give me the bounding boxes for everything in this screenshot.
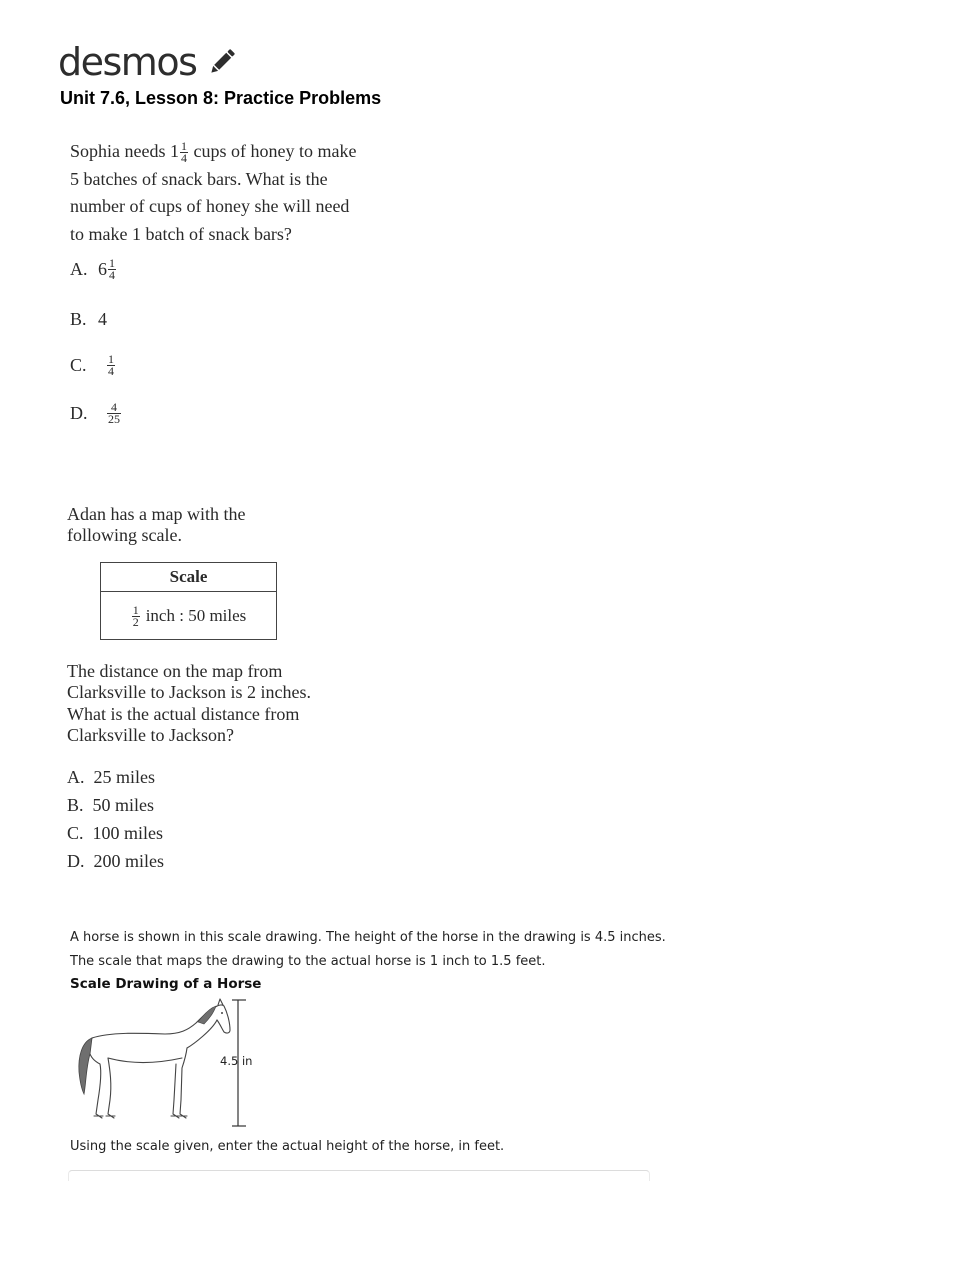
fraction-numerator: 4 (107, 402, 121, 414)
problem1-choice-a (70, 258, 117, 281)
fraction-numerator: 1 (109, 256, 115, 270)
stem-text-a: Sophia needs 1 (70, 141, 179, 161)
problem2-choices (67, 763, 164, 875)
problem3-line2: The scale that maps the drawing to the actual horse is 1 inch to 1.5 feet. (70, 954, 546, 969)
fraction-numerator: 1 (132, 602, 139, 617)
height-label: 4.5 in (220, 1054, 253, 1068)
choice-fraction (107, 402, 121, 425)
problem2-choice-d: D. 200 miles (67, 851, 164, 871)
problem2-question (67, 661, 311, 746)
choice-whole: 6 (98, 259, 107, 279)
problem1-line1 (70, 138, 410, 166)
stem-fraction (180, 141, 188, 164)
fraction-denominator: 4 (108, 364, 114, 378)
scale-table (100, 562, 277, 640)
problem1-line2: 5 batches of snack bars. What is the (70, 168, 328, 189)
logo-text: desmos (58, 40, 197, 84)
fraction-numerator: 1 (180, 139, 187, 154)
choice-letter: A. (70, 259, 88, 279)
problem3-prompt: Using the scale given, enter the actual height of the horse, in feet. (70, 1139, 505, 1154)
page-title: Unit 7.6, Lesson 8: Practice Problems (60, 88, 382, 108)
problem1-choice-c (70, 354, 116, 377)
problem2-line1: Adan has a map with the (67, 504, 246, 524)
question-line: The distance on the map from (67, 661, 283, 681)
choice-fraction (108, 258, 116, 281)
problem1-line3: number of cups of honey she will need (70, 196, 350, 216)
fraction-denominator: 4 (109, 268, 115, 282)
problem2-choice-b: B. 50 miles (67, 795, 155, 815)
fraction-denominator: 4 (180, 151, 187, 166)
problem1-stem (70, 138, 410, 248)
figure-title: Scale Drawing of a Horse (70, 976, 262, 992)
question-line: Clarksville to Jackson is 2 inches. (67, 682, 311, 703)
desmos-logo (58, 40, 238, 84)
question-line: What is the actual distance from (67, 703, 300, 724)
stem-text-b: cups of honey to make (188, 141, 357, 161)
problem3-line1: A horse is shown in this scale drawing. The height of the horse in the drawing is 4.5 inches. (70, 930, 666, 945)
scale-text: inch : 50 miles (145, 606, 247, 625)
problem1-choice-b (70, 309, 107, 330)
choice-letter: C. (70, 355, 87, 375)
scale-table-value (101, 592, 276, 640)
problem2-stem (67, 504, 245, 546)
problem1-line4: to make 1 batch of snack bars? (70, 223, 292, 244)
problem2-choice-a: A. 25 miles (67, 767, 155, 787)
pencil-icon (206, 46, 238, 78)
answer-input[interactable] (68, 1170, 650, 1181)
fraction-numerator: 1 (108, 352, 114, 366)
question-line: Clarksville to Jackson? (67, 724, 234, 745)
choice-fraction (107, 354, 115, 377)
problem1-choice-d (70, 402, 122, 425)
scale-table-header: Scale (101, 563, 276, 592)
scale-fraction (132, 602, 140, 629)
choice-letter: D. (70, 403, 88, 423)
choice-letter: B. (70, 309, 87, 329)
fraction-denominator: 2 (132, 614, 139, 629)
problem2-line2: following scale. (67, 525, 182, 545)
choice-value: 4 (98, 309, 107, 329)
problem2-choice-c: C. 100 miles (67, 823, 164, 843)
fraction-denominator: 25 (108, 412, 120, 426)
